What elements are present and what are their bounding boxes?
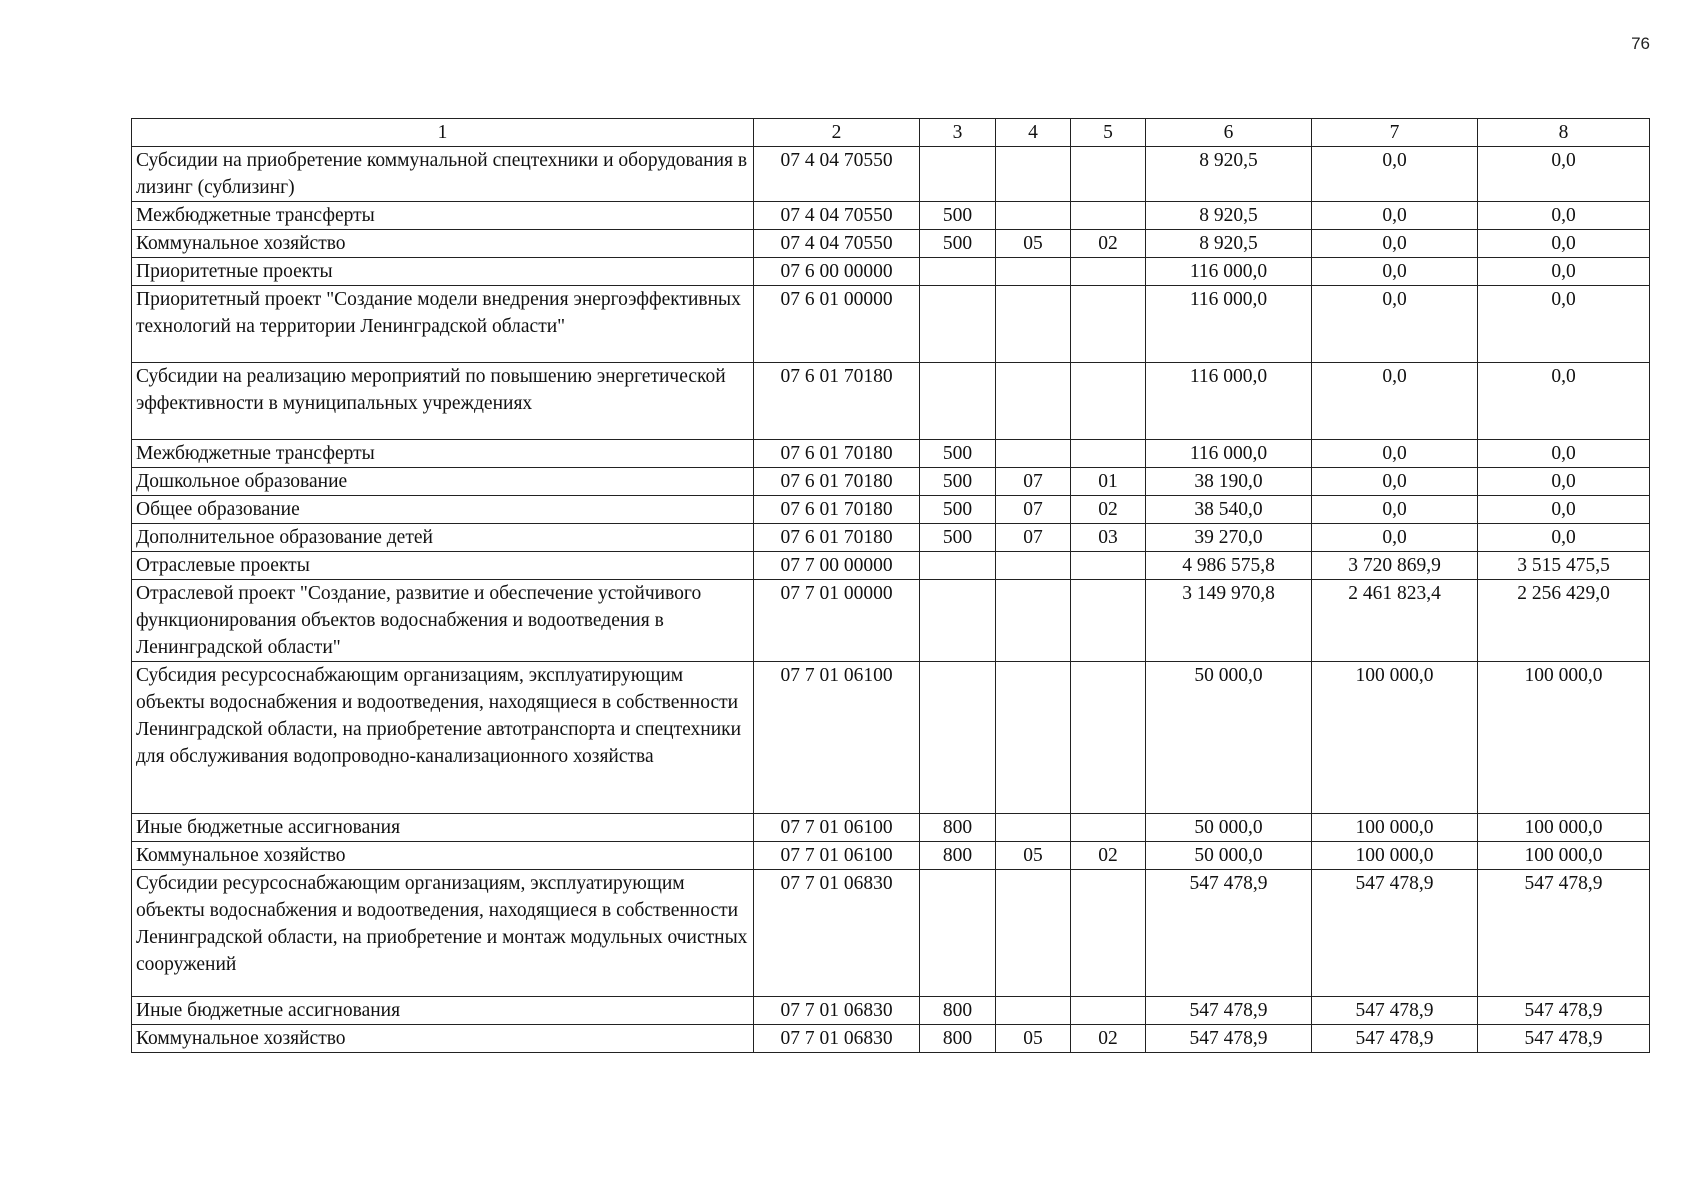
row-value-7-cell: 547 478,9 [1312, 1025, 1478, 1053]
row-subsection-cell [1071, 147, 1146, 202]
row-value-8-cell: 100 000,0 [1478, 662, 1650, 814]
row-code-cell: 07 6 01 70180 [754, 524, 920, 552]
table-row [132, 496, 1650, 524]
row-expense-type-cell [920, 870, 996, 997]
row-value-7-cell: 0,0 [1312, 524, 1478, 552]
row-value-7-cell: 0,0 [1312, 147, 1478, 202]
row-value-7-cell: 0,0 [1312, 258, 1478, 286]
row-name-cell: Субсидии на приобретение коммунальной спецтехники и оборудования в лизинг (сублизинг) [132, 147, 754, 202]
table-row [132, 580, 1650, 662]
row-section-cell [996, 552, 1071, 580]
row-expense-type-cell: 800 [920, 997, 996, 1025]
row-value-8-cell: 0,0 [1478, 230, 1650, 258]
row-expense-type-cell [920, 286, 996, 363]
table-row [132, 363, 1650, 440]
row-code-cell: 07 6 00 00000 [754, 258, 920, 286]
table-row [132, 468, 1650, 496]
row-subsection-cell: 01 [1071, 468, 1146, 496]
row-section-cell [996, 870, 1071, 997]
row-section-cell: 07 [996, 468, 1071, 496]
row-expense-type-cell [920, 363, 996, 440]
row-subsection-cell [1071, 363, 1146, 440]
row-value-7-cell: 0,0 [1312, 202, 1478, 230]
row-code-cell: 07 7 01 06100 [754, 814, 920, 842]
row-expense-type-cell: 800 [920, 814, 996, 842]
row-code-cell: 07 7 00 00000 [754, 552, 920, 580]
header-cell-1: 1 [132, 119, 754, 147]
row-value-7-cell: 2 461 823,4 [1312, 580, 1478, 662]
row-code-cell: 07 4 04 70550 [754, 230, 920, 258]
row-section-cell: 05 [996, 842, 1071, 870]
table-row [132, 997, 1650, 1025]
row-value-6-cell: 50 000,0 [1146, 814, 1312, 842]
table-row [132, 552, 1650, 580]
row-value-6-cell: 547 478,9 [1146, 997, 1312, 1025]
row-expense-type-cell [920, 552, 996, 580]
table-body [132, 147, 1650, 1053]
row-value-6-cell: 4 986 575,8 [1146, 552, 1312, 580]
row-name-cell: Приоритетные проекты [132, 258, 754, 286]
row-expense-type-cell [920, 147, 996, 202]
row-value-8-cell: 100 000,0 [1478, 814, 1650, 842]
row-code-cell: 07 6 01 70180 [754, 363, 920, 440]
row-subsection-cell [1071, 580, 1146, 662]
row-name-cell: Иные бюджетные ассигнования [132, 814, 754, 842]
row-value-7-cell: 0,0 [1312, 440, 1478, 468]
row-name-cell: Межбюджетные трансферты [132, 202, 754, 230]
row-value-8-cell: 0,0 [1478, 524, 1650, 552]
row-name-cell: Иные бюджетные ассигнования [132, 997, 754, 1025]
row-subsection-cell: 02 [1071, 230, 1146, 258]
row-value-8-cell: 3 515 475,5 [1478, 552, 1650, 580]
row-subsection-cell [1071, 662, 1146, 814]
row-expense-type-cell: 500 [920, 440, 996, 468]
row-name-cell: Приоритетный проект "Создание модели внедрения энергоэффективных технологий на территории Ленинградской области" [132, 286, 754, 363]
row-name-cell: Отраслевые проекты [132, 552, 754, 580]
row-value-6-cell: 50 000,0 [1146, 842, 1312, 870]
row-value-7-cell: 547 478,9 [1312, 997, 1478, 1025]
header-cell-8: 8 [1478, 119, 1650, 147]
row-subsection-cell: 02 [1071, 1025, 1146, 1053]
row-value-8-cell: 0,0 [1478, 258, 1650, 286]
row-value-8-cell: 0,0 [1478, 440, 1650, 468]
row-value-8-cell: 100 000,0 [1478, 842, 1650, 870]
row-value-6-cell: 547 478,9 [1146, 1025, 1312, 1053]
row-code-cell: 07 4 04 70550 [754, 147, 920, 202]
row-expense-type-cell: 500 [920, 202, 996, 230]
row-value-7-cell: 547 478,9 [1312, 870, 1478, 997]
row-value-7-cell: 100 000,0 [1312, 814, 1478, 842]
header-row [132, 119, 1650, 147]
row-code-cell: 07 7 01 06830 [754, 870, 920, 997]
row-value-6-cell: 39 270,0 [1146, 524, 1312, 552]
row-subsection-cell: 02 [1071, 496, 1146, 524]
row-value-8-cell: 0,0 [1478, 286, 1650, 363]
row-subsection-cell [1071, 870, 1146, 997]
row-section-cell: 07 [996, 496, 1071, 524]
table-row [132, 440, 1650, 468]
row-value-6-cell: 38 540,0 [1146, 496, 1312, 524]
row-name-cell: Коммунальное хозяйство [132, 230, 754, 258]
row-subsection-cell: 02 [1071, 842, 1146, 870]
row-expense-type-cell [920, 258, 996, 286]
row-expense-type-cell [920, 662, 996, 814]
row-expense-type-cell: 500 [920, 468, 996, 496]
row-value-7-cell: 0,0 [1312, 286, 1478, 363]
row-name-cell: Коммунальное хозяйство [132, 1025, 754, 1053]
row-value-7-cell: 0,0 [1312, 496, 1478, 524]
row-expense-type-cell: 500 [920, 524, 996, 552]
row-code-cell: 07 4 04 70550 [754, 202, 920, 230]
row-name-cell: Коммунальное хозяйство [132, 842, 754, 870]
table-row [132, 524, 1650, 552]
row-name-cell: Отраслевой проект "Создание, развитие и обеспечение устойчивого функционирования объектов водоснабжения и водоотведения в Ленинградской области" [132, 580, 754, 662]
table-row [132, 814, 1650, 842]
row-code-cell: 07 7 01 06100 [754, 662, 920, 814]
row-value-7-cell: 3 720 869,9 [1312, 552, 1478, 580]
row-value-6-cell: 50 000,0 [1146, 662, 1312, 814]
row-expense-type-cell: 800 [920, 842, 996, 870]
row-code-cell: 07 7 01 06100 [754, 842, 920, 870]
row-subsection-cell [1071, 552, 1146, 580]
row-subsection-cell [1071, 286, 1146, 363]
table-row [132, 842, 1650, 870]
row-value-7-cell: 0,0 [1312, 230, 1478, 258]
row-name-cell: Субсидия ресурсоснабжающим организациям, эксплуатирующим объекты водоснабжения и водоотведения, находящиеся в собственности Ленинградской области, на приобретение автотранспорта и спецтехники для обслуживания водопроводно-канализационного хозяйства [132, 662, 754, 814]
row-subsection-cell: 03 [1071, 524, 1146, 552]
header-cell-5: 5 [1071, 119, 1146, 147]
row-value-8-cell: 547 478,9 [1478, 1025, 1650, 1053]
row-expense-type-cell: 800 [920, 1025, 996, 1053]
row-subsection-cell [1071, 258, 1146, 286]
row-section-cell [996, 202, 1071, 230]
row-value-6-cell: 116 000,0 [1146, 286, 1312, 363]
header-cell-3: 3 [920, 119, 996, 147]
row-subsection-cell [1071, 440, 1146, 468]
row-section-cell [996, 997, 1071, 1025]
table-row [132, 258, 1650, 286]
row-value-6-cell: 8 920,5 [1146, 230, 1312, 258]
row-value-6-cell: 8 920,5 [1146, 202, 1312, 230]
row-subsection-cell [1071, 202, 1146, 230]
header-cell-7: 7 [1312, 119, 1478, 147]
row-section-cell [996, 662, 1071, 814]
row-value-7-cell: 100 000,0 [1312, 842, 1478, 870]
row-section-cell [996, 814, 1071, 842]
row-name-cell: Общее образование [132, 496, 754, 524]
row-value-8-cell: 0,0 [1478, 468, 1650, 496]
header-cell-4: 4 [996, 119, 1071, 147]
row-section-cell [996, 147, 1071, 202]
row-name-cell: Субсидии ресурсоснабжающим организациям, эксплуатирующим объекты водоснабжения и водоотведения, находящиеся в собственности Ленинградской области, на приобретение и монтаж модульных очистных сооружений [132, 870, 754, 997]
table-row [132, 870, 1650, 997]
page-number: 76 [1631, 34, 1650, 53]
table-row [132, 202, 1650, 230]
budget-table [131, 118, 1650, 1053]
table-row [132, 147, 1650, 202]
row-value-8-cell: 547 478,9 [1478, 870, 1650, 997]
row-code-cell: 07 7 01 00000 [754, 580, 920, 662]
header-cell-6: 6 [1146, 119, 1312, 147]
row-section-cell [996, 440, 1071, 468]
row-expense-type-cell: 500 [920, 496, 996, 524]
row-name-cell: Субсидии на реализацию мероприятий по повышению энергетической эффективности в муниципальных учреждениях [132, 363, 754, 440]
row-value-6-cell: 547 478,9 [1146, 870, 1312, 997]
row-section-cell [996, 258, 1071, 286]
row-value-8-cell: 547 478,9 [1478, 997, 1650, 1025]
row-subsection-cell [1071, 814, 1146, 842]
row-value-8-cell: 0,0 [1478, 202, 1650, 230]
table-row [132, 662, 1650, 814]
row-value-6-cell: 3 149 970,8 [1146, 580, 1312, 662]
table-row [132, 286, 1650, 363]
row-value-6-cell: 116 000,0 [1146, 440, 1312, 468]
row-name-cell: Дошкольное образование [132, 468, 754, 496]
row-name-cell: Дополнительное образование детей [132, 524, 754, 552]
row-section-cell: 05 [996, 230, 1071, 258]
row-code-cell: 07 6 01 70180 [754, 440, 920, 468]
row-code-cell: 07 6 01 70180 [754, 496, 920, 524]
row-value-6-cell: 38 190,0 [1146, 468, 1312, 496]
row-section-cell: 05 [996, 1025, 1071, 1053]
header-cell-2: 2 [754, 119, 920, 147]
row-value-8-cell: 0,0 [1478, 363, 1650, 440]
table-row [132, 230, 1650, 258]
row-value-6-cell: 116 000,0 [1146, 363, 1312, 440]
row-value-8-cell: 0,0 [1478, 147, 1650, 202]
row-code-cell: 07 6 01 70180 [754, 468, 920, 496]
row-value-7-cell: 0,0 [1312, 363, 1478, 440]
row-expense-type-cell: 500 [920, 230, 996, 258]
row-value-7-cell: 0,0 [1312, 468, 1478, 496]
row-value-8-cell: 2 256 429,0 [1478, 580, 1650, 662]
table-row [132, 1025, 1650, 1053]
row-expense-type-cell [920, 580, 996, 662]
row-section-cell [996, 580, 1071, 662]
table-header [132, 119, 1650, 147]
row-code-cell: 07 7 01 06830 [754, 997, 920, 1025]
row-value-6-cell: 8 920,5 [1146, 147, 1312, 202]
row-code-cell: 07 6 01 00000 [754, 286, 920, 363]
row-section-cell [996, 363, 1071, 440]
row-code-cell: 07 7 01 06830 [754, 1025, 920, 1053]
row-value-7-cell: 100 000,0 [1312, 662, 1478, 814]
row-section-cell: 07 [996, 524, 1071, 552]
row-name-cell: Межбюджетные трансферты [132, 440, 754, 468]
row-value-6-cell: 116 000,0 [1146, 258, 1312, 286]
row-subsection-cell [1071, 997, 1146, 1025]
row-section-cell [996, 286, 1071, 363]
row-value-8-cell: 0,0 [1478, 496, 1650, 524]
